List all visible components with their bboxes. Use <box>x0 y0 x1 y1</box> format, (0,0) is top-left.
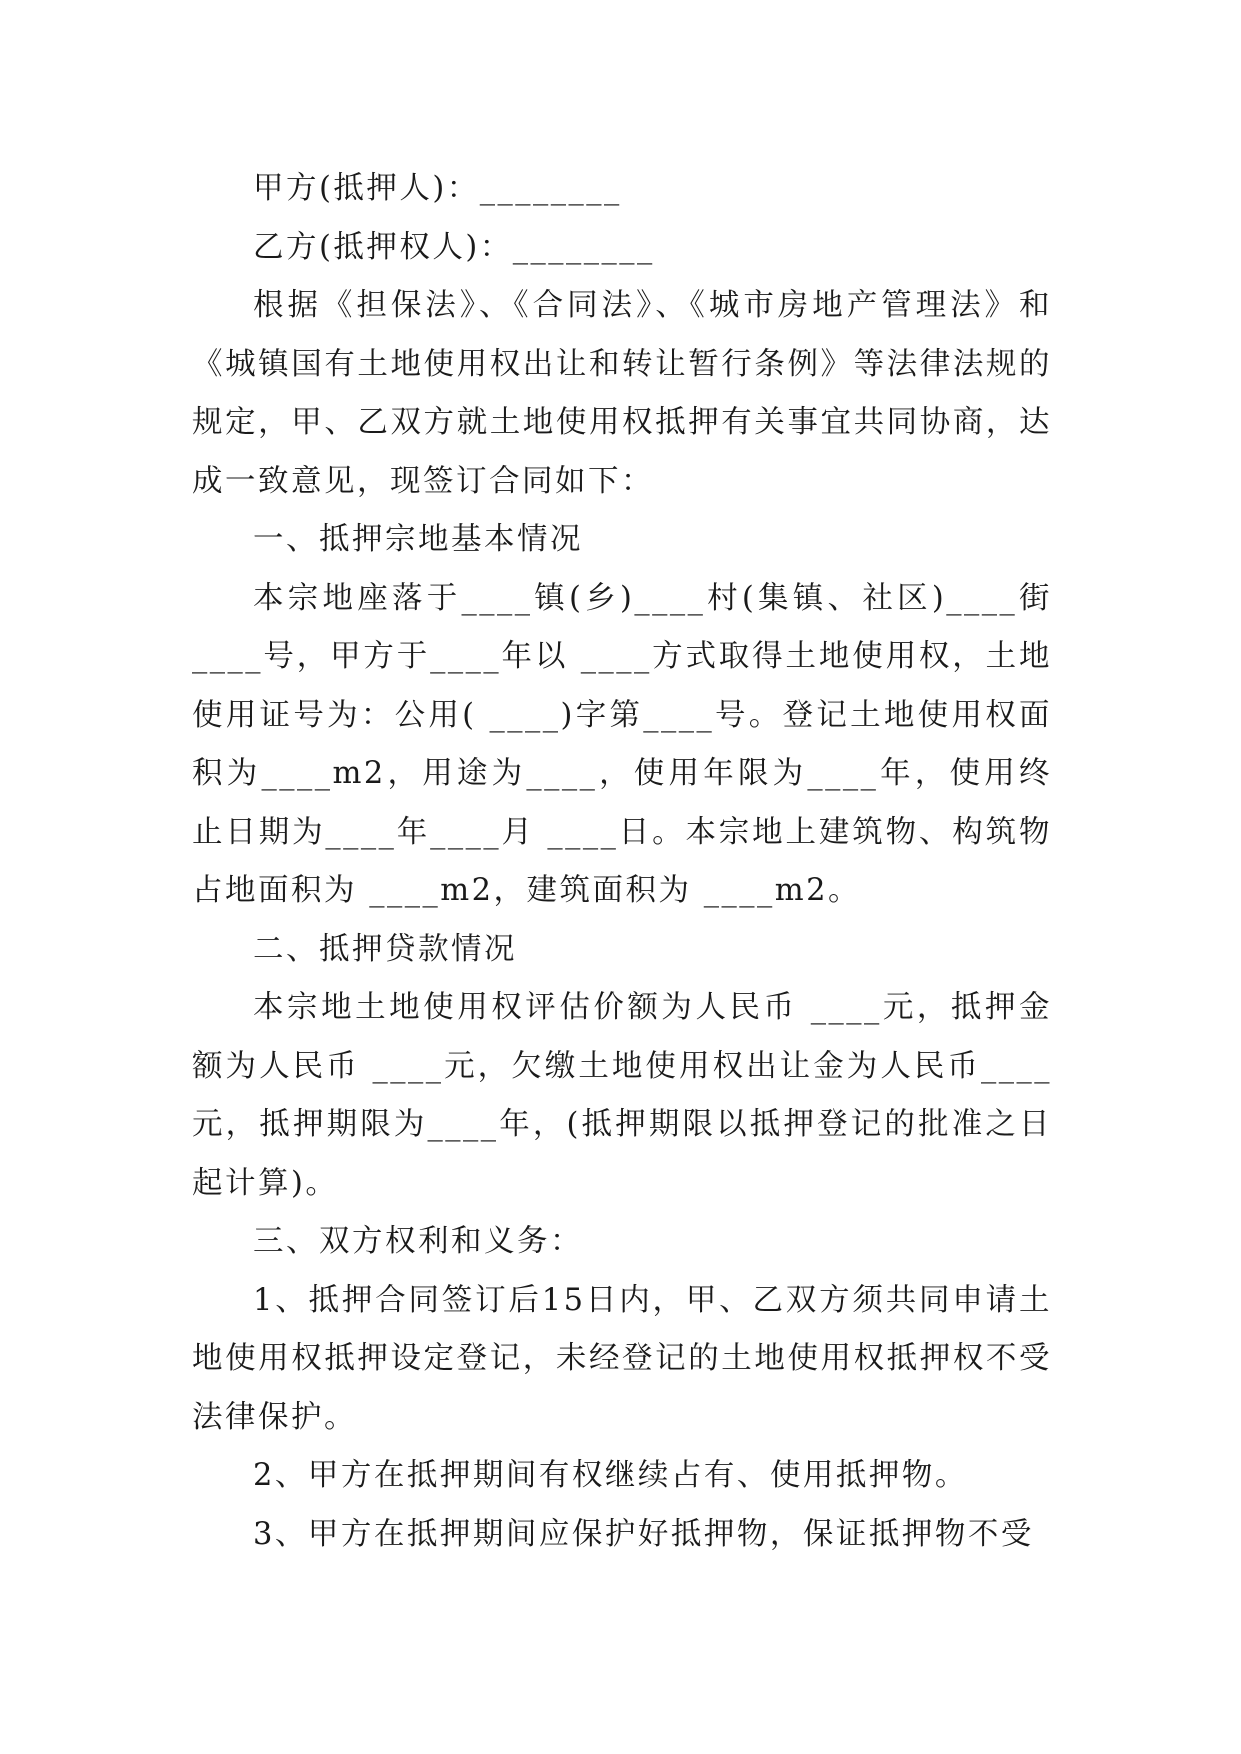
party-b-line: 乙方(抵押权人)：________ <box>253 229 655 265</box>
clause-2-paragraph: 2、甲方在抵押期间有权继续占有、使用抵押物。 <box>253 1458 968 1493</box>
clause-3-paragraph: 3、甲方在抵押期间应保护好抵押物，保证抵押物不受 <box>253 1516 1034 1552</box>
preamble-paragraph: 根据《担保法》、《合同法》、《城市房地产管理法》和《城镇国有土地使用权出让和转让暂行条例》等法律法规的规定，甲、乙双方就土地使用权抵押有关事宜共同协商，达成一致意见，现签订合同如下： <box>192 288 1052 499</box>
section-heading-3: 三、双方权利和义务： <box>253 1224 583 1259</box>
land-info-paragraph: 本宗地座落于____镇(乡)____村(集镇、社区)____街____号，甲方于____年以 ____方式取得土地使用权，土地使用证号为：公用( ____)字第____号。登记土地使用权面积为____m2，用途为____，使用年限为____年，使用终止日期为____年____月 ____日。本宗地上建筑物、构筑物占地面积为 ____m2，建筑面积为 ____m2。 <box>192 580 1052 908</box>
document-page <box>192 160 1052 1564</box>
section-heading-1: 一、抵押宗地基本情况 <box>253 522 583 557</box>
party-a-line: 甲方(抵押人)：________ <box>253 171 622 206</box>
loan-info-paragraph: 本宗地土地使用权评估价额为人民币 ____元，抵押金额为人民币 ____元，欠缴土地使用权出让金为人民币____元，抵押期限为____年，(抵押期限以抵押登记的批准之日起计算)。 <box>192 990 1052 1201</box>
clause-1-paragraph: 1、抵押合同签订后15日内，甲、乙双方须共同申请土地使用权抵押设定登记，未经登记的土地使用权抵押权不受法律保护。 <box>192 1282 1052 1435</box>
section-heading-2: 二、抵押贷款情况 <box>253 931 517 967</box>
